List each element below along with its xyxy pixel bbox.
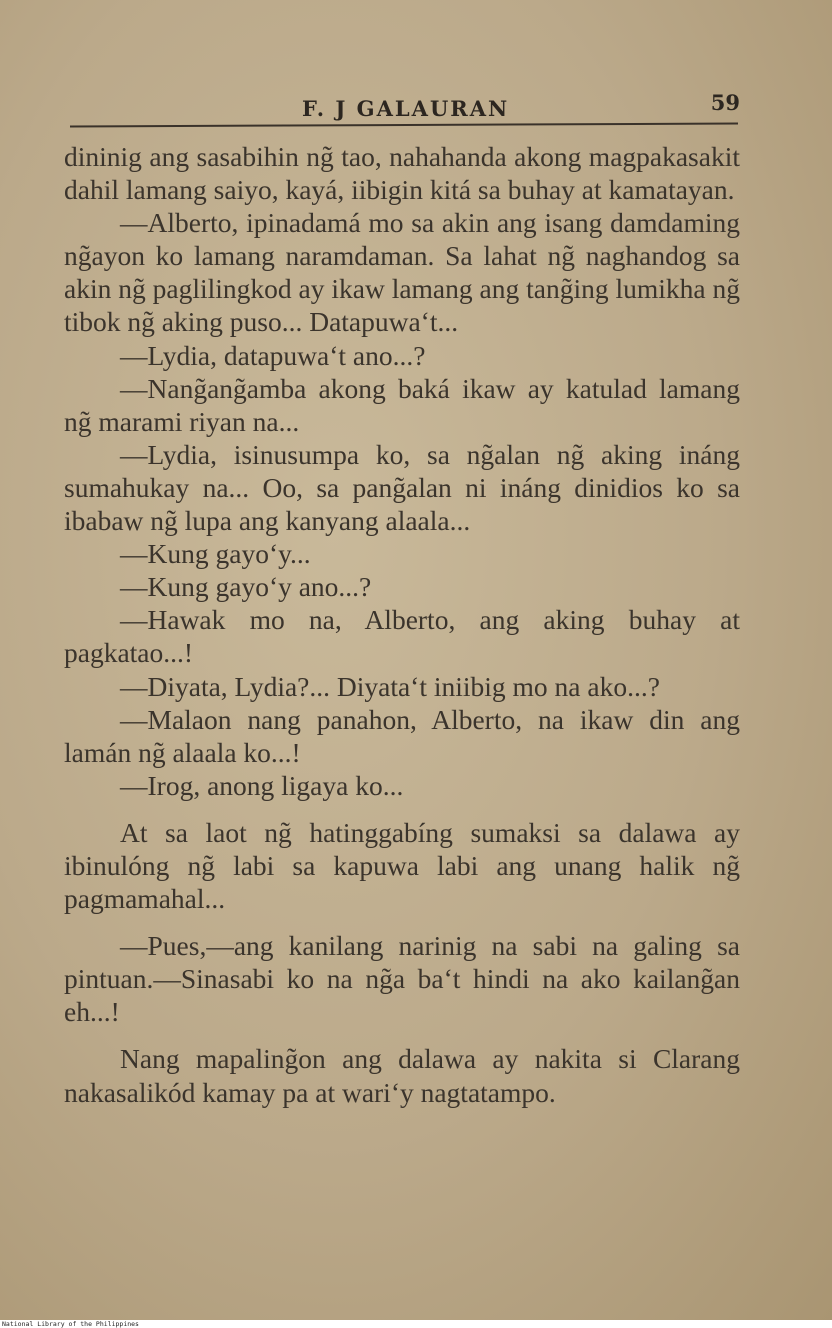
paragraph: —Lydia, datapuwa‘t ano...? (120, 339, 426, 371)
running-head-author: F. J GALAURAN (302, 96, 510, 121)
paragraph: —Nang̃ang̃amba akong baká ikaw ay katulad lamang ng̃ marami riyan na... (64, 372, 740, 437)
page-number: 59 (710, 90, 740, 115)
paragraph: At sa laot ng̃ hatinggabíng sumaksi sa dalawa ay ibinulóng ng̃ labi sa kapuwa labi ang unang halik ng̃ pagmamahal... (64, 816, 740, 915)
library-stamp: National Library of the Philippines (2, 1320, 139, 1328)
paragraph: —Diyata, Lydia?... Diyata‘t iniibig mo na ako...? (120, 670, 660, 702)
page-body (64, 140, 740, 1109)
paragraph: —Pues,—ang kanilang narinig na sabi na galing sa pintuan.—Sinasabi ko na ng̃a ba‘t hindi na ako kailang̃an eh...! (64, 930, 740, 1028)
paragraph: —Alberto, ipinadamá mo sa akin ang isang damdaming ng̃ayon ko lamang naramdaman. Sa lahat ng̃ naghandog sa akin ng̃ paglilingkod ay ikaw lamang ang tang̃ing lumikha ng̃ tibok ng̃ aking puso... Datapuwa‘t... (64, 207, 740, 338)
paragraph: —Lydia, isinusumpa ko, sa ng̃alan ng̃ aking ináng sumahukay na... Oo, sa pang̃alan ni ináng dinidios ko sa ibabaw ng̃ lupa ang kanyang alaala... (64, 438, 740, 537)
paragraph: Nang mapaling̃on ang dalawa ay nakita si Clarang nakasalikód kamay pa at wari‘y nagtatampo. (64, 1043, 740, 1108)
header-rule (70, 123, 738, 128)
paragraph: —Kung gayo‘y... (120, 538, 311, 570)
paragraph: —Malaon nang panahon, Alberto, na ikaw din ang lamán ng̃ alaala ko...! (64, 703, 740, 768)
paragraph: —Irog, anong ligaya ko... (120, 769, 404, 801)
running-header (70, 88, 740, 128)
paragraph: —Kung gayo‘y ano...? (120, 571, 372, 603)
paragraph: —Hawak mo na, Alberto, ang aking buhay at pagkatao...! (64, 604, 740, 669)
paragraph-continuation: dininig ang sasabihin ng̃ tao, nahahanda akong magpakasakit dahil lamang saiyo, kayá, iibigin kitá sa buhay at kamatayan. (64, 141, 740, 206)
